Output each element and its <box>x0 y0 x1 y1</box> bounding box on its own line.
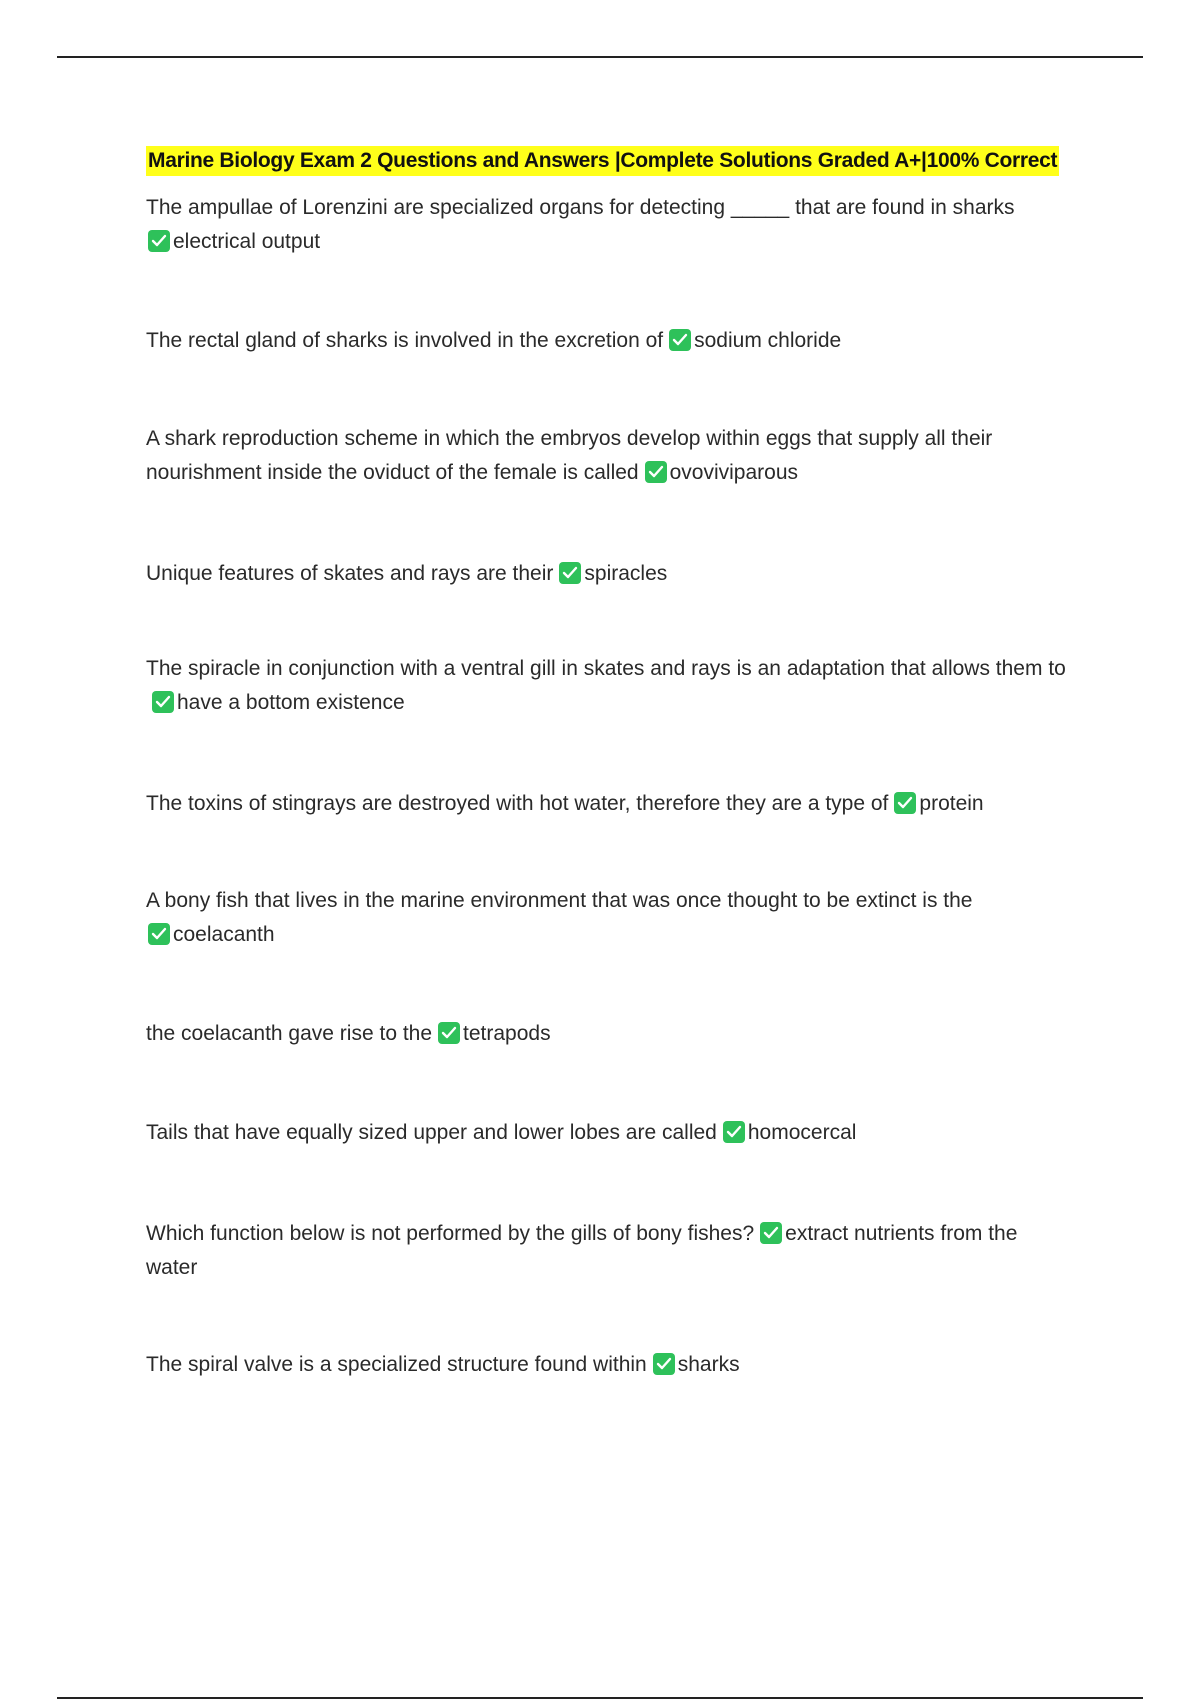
question-text: The spiral valve is a specialized structure found within <box>146 1353 647 1376</box>
question-text: Unique features of skates and rays are their <box>146 562 554 585</box>
qa-item <box>146 787 1066 821</box>
question-text: Tails that have equally sized upper and lower lobes are called <box>146 1121 717 1144</box>
qa-item <box>146 324 1066 358</box>
question-text: The rectal gland of sharks is involved in the excretion of <box>146 329 664 352</box>
check-mark-icon <box>760 1222 782 1244</box>
qa-item <box>146 884 1066 952</box>
qa-item <box>146 191 1066 259</box>
answer-text: protein <box>919 792 984 815</box>
qa-item <box>146 557 1066 591</box>
qa-item <box>146 1017 1066 1051</box>
qa-item <box>146 1217 1066 1285</box>
answer-text: ovoviviparous <box>669 461 799 484</box>
check-mark-icon <box>438 1022 460 1044</box>
answer-text: sodium chloride <box>694 329 842 352</box>
answer-text: homocercal <box>747 1121 857 1144</box>
qa-item <box>146 422 1066 490</box>
check-mark-icon <box>148 230 170 252</box>
qa-item <box>146 1348 1066 1382</box>
answer-text: spiracles <box>584 562 668 585</box>
question-text: the coelacanth gave rise to the <box>146 1022 433 1045</box>
question-text: A bony fish that lives in the marine environment that was once thought to be extinct is the <box>146 889 973 912</box>
qa-item <box>146 652 1066 720</box>
question-text: The toxins of stingrays are destroyed with hot water, therefore they are a type of <box>146 792 889 815</box>
answer-text: have a bottom existence <box>177 691 405 714</box>
check-mark-icon <box>152 691 174 713</box>
check-mark-icon <box>669 329 691 351</box>
question-text: Which function below is not performed by the gills of bony fishes? <box>146 1222 755 1245</box>
answer-text: extract nutrients from the water <box>146 1222 1018 1279</box>
check-mark-icon <box>653 1353 675 1375</box>
qa-item <box>146 1116 1066 1150</box>
check-mark-icon <box>559 562 581 584</box>
answer-text: sharks <box>677 1353 740 1376</box>
top-rule <box>57 56 1143 58</box>
answer-text: coelacanth <box>173 923 275 946</box>
bottom-rule <box>57 1697 1143 1699</box>
check-mark-icon <box>148 923 170 945</box>
question-text: The spiracle in conjunction with a ventral gill in skates and rays is an adaptation that allows them to <box>146 657 1066 680</box>
check-mark-icon <box>894 792 916 814</box>
answer-text: electrical output <box>173 230 321 253</box>
answer-text: tetrapods <box>463 1022 551 1045</box>
question-text: A shark reproduction scheme in which the embryos develop within eggs that supply all their nourishment inside the oviduct of the female is called <box>146 427 993 484</box>
check-mark-icon <box>723 1121 745 1143</box>
check-mark-icon <box>645 461 667 483</box>
question-text: The ampullae of Lorenzini are specialized organs for detecting _____ that are found in sharks <box>146 196 1015 219</box>
document-title: Marine Biology Exam 2 Questions and Answers |Complete Solutions Graded A+|100% Correct <box>146 146 1059 176</box>
